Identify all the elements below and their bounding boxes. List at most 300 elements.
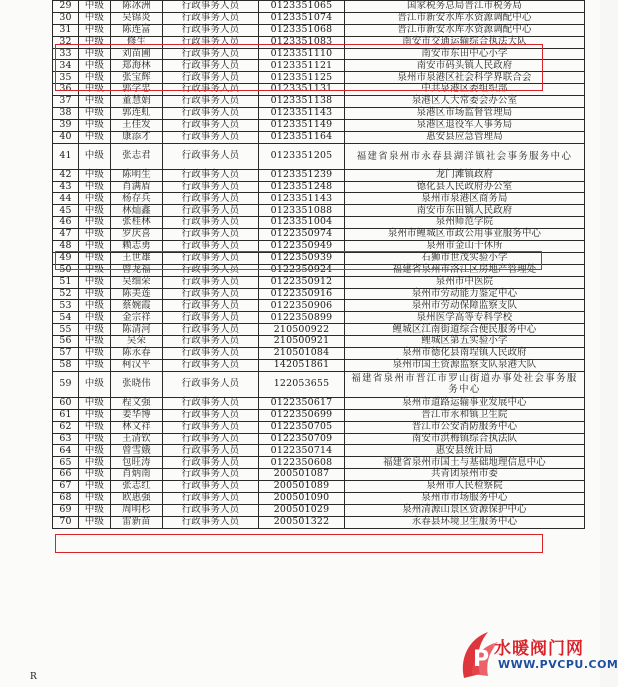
cell-no: 36 (53, 84, 79, 96)
cell-unit: 泉州市中医院 (345, 276, 585, 288)
cell-name: 吴细荣 (111, 276, 163, 288)
cell-unit: 福建省泉州市洛江区房地产管理处 (345, 264, 585, 276)
cell-level: 中级 (79, 469, 111, 481)
cell-no: 53 (53, 300, 79, 312)
cell-name: 赖志勇 (111, 241, 163, 253)
table-body (53, 1, 585, 529)
cell-name: 金宗祥 (111, 312, 163, 324)
cell-code: 0123351143 (259, 193, 345, 205)
cell-level: 中级 (79, 1, 111, 13)
cell-no: 46 (53, 217, 79, 229)
cell-unit: 南安市东田镇人民政府 (345, 205, 585, 217)
cell-unit: 泉州医学高等专科学校 (345, 312, 585, 324)
table-row (53, 205, 585, 217)
cell-level: 中级 (79, 421, 111, 433)
cell-position: 行政事务人员 (163, 131, 259, 143)
cell-name: 王世雄 (111, 252, 163, 264)
cell-level: 中级 (79, 348, 111, 360)
cell-position: 行政事务人员 (163, 1, 259, 13)
cell-code: 122053655 (259, 371, 345, 397)
cell-code: 0123351125 (259, 72, 345, 84)
table-row (53, 217, 585, 229)
cell-name: 陈清河 (111, 324, 163, 336)
cell-no: 51 (53, 276, 79, 288)
cell-code: 0123351083 (259, 36, 345, 48)
cell-level: 中级 (79, 409, 111, 421)
cell-name: 欧惠强 (111, 492, 163, 504)
cell-code: 0122350899 (259, 312, 345, 324)
cell-code: 0123351088 (259, 205, 345, 217)
cell-level: 中级 (79, 217, 111, 229)
cell-no: 34 (53, 60, 79, 72)
cell-level: 中级 (79, 143, 111, 169)
cell-position: 行政事务人员 (163, 72, 259, 84)
cell-unit: 德化县人民政府办公室 (345, 181, 585, 193)
cell-no: 55 (53, 324, 79, 336)
cell-level: 中级 (79, 516, 111, 528)
cell-code: 0123351004 (259, 217, 345, 229)
cell-code: 0122350608 (259, 457, 345, 469)
cell-code: 0122350699 (259, 409, 345, 421)
cell-unit: 泉州市鲤城区市政公用事业服务中心 (345, 229, 585, 241)
table-row (53, 84, 585, 96)
cell-unit: 南安市交通运输综合执法大队 (345, 36, 585, 48)
cell-code: 0122350906 (259, 300, 345, 312)
cell-level: 中级 (79, 169, 111, 181)
cell-code: 142051861 (259, 359, 345, 371)
table-row (53, 324, 585, 336)
cell-level: 中级 (79, 36, 111, 48)
cell-position: 行政事务人员 (163, 397, 259, 409)
cell-name: 肖满盾 (111, 181, 163, 193)
highlight-box-row-63 (55, 534, 543, 553)
cell-code: 0123351068 (259, 24, 345, 36)
cell-no: 69 (53, 504, 79, 516)
cell-level: 中级 (79, 324, 111, 336)
cell-code: 0122350912 (259, 276, 345, 288)
cell-no: 38 (53, 108, 79, 120)
cell-unit: 泉州市市场服务中心 (345, 492, 585, 504)
cell-no: 70 (53, 516, 79, 528)
cell-level: 中级 (79, 264, 111, 276)
cell-position: 行政事务人员 (163, 181, 259, 193)
cell-position: 行政事务人员 (163, 336, 259, 348)
cell-position: 行政事务人员 (163, 300, 259, 312)
cell-unit: 晋江市永和镇卫生院 (345, 409, 585, 421)
cell-name: 修生 (111, 36, 163, 48)
cell-level: 中级 (79, 276, 111, 288)
table-row (53, 481, 585, 493)
cell-name: 张志君 (111, 143, 163, 169)
cell-name: 杨存兵 (111, 193, 163, 205)
cell-unit: 中共泉港区委组织部 (345, 84, 585, 96)
table-row (53, 143, 585, 169)
cell-position: 行政事务人员 (163, 469, 259, 481)
cell-unit: 泉州市金山干休所 (345, 241, 585, 253)
cell-code: 0123351248 (259, 181, 345, 193)
cell-no: 42 (53, 169, 79, 181)
cell-position: 行政事务人员 (163, 312, 259, 324)
cell-position: 行政事务人员 (163, 96, 259, 108)
cell-position: 行政事务人员 (163, 119, 259, 131)
table-row (53, 72, 585, 84)
page-mark: R (30, 672, 37, 682)
watermark-title: 水暖阀门网 (494, 639, 584, 659)
cell-unit: 惠安县应急管理局 (345, 131, 585, 143)
table-row (53, 433, 585, 445)
cell-level: 中级 (79, 60, 111, 72)
watermark-url: WWW.PVCPU.COM (498, 658, 618, 671)
cell-unit: 泉州清源山景区资源保护中心 (345, 504, 585, 516)
cell-position: 行政事务人员 (163, 457, 259, 469)
cell-name: 张晓伟 (111, 371, 163, 397)
table-row (53, 24, 585, 36)
cell-name: 曾龙福 (111, 264, 163, 276)
cell-unit: 泉州市人民检察院 (345, 481, 585, 493)
cell-name: 林灿鑫 (111, 205, 163, 217)
cell-no: 62 (53, 421, 79, 433)
cell-no: 60 (53, 397, 79, 409)
cell-unit: 龙门滩镇政府 (345, 169, 585, 181)
table-row (53, 131, 585, 143)
cell-position: 行政事务人员 (163, 84, 259, 96)
cell-code: 0122350939 (259, 252, 345, 264)
cell-no: 40 (53, 131, 79, 143)
cell-level: 中级 (79, 193, 111, 205)
cell-name: 包旺涛 (111, 457, 163, 469)
cell-name: 郭学忠 (111, 84, 163, 96)
cell-no: 57 (53, 348, 79, 360)
cell-code: 0123351143 (259, 108, 345, 120)
cell-level: 中级 (79, 252, 111, 264)
cell-no: 45 (53, 205, 79, 217)
cell-position: 行政事务人员 (163, 36, 259, 48)
cell-no: 31 (53, 24, 79, 36)
cell-no: 52 (53, 288, 79, 300)
cell-unit: 泉州市国土资源监察支队泉港大队 (345, 359, 585, 371)
cell-code: 0123351149 (259, 119, 345, 131)
cell-level: 中级 (79, 457, 111, 469)
cell-position: 行政事务人员 (163, 193, 259, 205)
cell-code: 210500922 (259, 324, 345, 336)
cell-level: 中级 (79, 181, 111, 193)
table-row (53, 12, 585, 24)
cell-name: 程文强 (111, 397, 163, 409)
cell-position: 行政事务人员 (163, 421, 259, 433)
table-row (53, 193, 585, 205)
cell-level: 中级 (79, 397, 111, 409)
cell-code: 0122350714 (259, 445, 345, 457)
cell-name: 柯汉平 (111, 359, 163, 371)
cell-no: 58 (53, 359, 79, 371)
table-row (53, 516, 585, 528)
cell-level: 中级 (79, 108, 111, 120)
table-row (53, 409, 585, 421)
cell-name: 张宝辉 (111, 72, 163, 84)
cell-no: 48 (53, 241, 79, 253)
cell-level: 中级 (79, 205, 111, 217)
cell-name: 吴锦炎 (111, 12, 163, 24)
table-row (53, 169, 585, 181)
cell-name: 康添才 (111, 131, 163, 143)
cell-position: 行政事务人员 (163, 205, 259, 217)
cell-name: 姜华博 (111, 409, 163, 421)
cell-unit: 泉港区退役军人事务局 (345, 119, 585, 131)
table-row (53, 229, 585, 241)
table-row (53, 60, 585, 72)
cell-no: 66 (53, 469, 79, 481)
table-row (53, 181, 585, 193)
table-row (53, 348, 585, 360)
table-row (53, 264, 585, 276)
watermark-logo-letter: P (473, 647, 490, 672)
cell-code: 0122350974 (259, 229, 345, 241)
cell-unit: 晋江市新安水库水资源调配中心 (345, 24, 585, 36)
cell-position: 行政事务人员 (163, 169, 259, 181)
table-row (53, 359, 585, 371)
cell-position: 行政事务人员 (163, 276, 259, 288)
cell-unit: 南安市码头镇人民政府 (345, 60, 585, 72)
cell-no: 50 (53, 264, 79, 276)
cell-code: 0122350949 (259, 241, 345, 253)
table-row (53, 397, 585, 409)
cell-position: 行政事务人员 (163, 24, 259, 36)
cell-name: 陈连富 (111, 24, 163, 36)
cell-unit: 石狮市世茂实验小学 (345, 252, 585, 264)
cell-name: 雷新苗 (111, 516, 163, 528)
table-row (53, 276, 585, 288)
cell-position: 行政事务人员 (163, 60, 259, 72)
table-row (53, 445, 585, 457)
cell-unit: 泉港区市场监督管理局 (345, 108, 585, 120)
table-row (53, 1, 585, 13)
cell-level: 中级 (79, 119, 111, 131)
cell-code: 0122350924 (259, 264, 345, 276)
cell-code: 200501089 (259, 481, 345, 493)
cell-name: 陈明生 (111, 169, 163, 181)
cell-unit: 泉州师范学院 (345, 217, 585, 229)
cell-unit: 福建省泉州市永春县湖洋镇社会事务服务中心 (345, 143, 585, 169)
cell-level: 中级 (79, 84, 111, 96)
table-row (53, 288, 585, 300)
cell-code: 0123351205 (259, 143, 345, 169)
cell-position: 行政事务人员 (163, 492, 259, 504)
cell-name: 吴荣 (111, 336, 163, 348)
cell-code: 0122350617 (259, 397, 345, 409)
cell-no: 32 (53, 36, 79, 48)
cell-no: 59 (53, 371, 79, 397)
cell-no: 43 (53, 181, 79, 193)
cell-unit: 晋江市公安消防服务中心 (345, 421, 585, 433)
cell-no: 29 (53, 1, 79, 13)
cell-position: 行政事务人员 (163, 241, 259, 253)
cell-code: 0122350709 (259, 433, 345, 445)
cell-name: 陈永春 (111, 348, 163, 360)
cell-level: 中级 (79, 504, 111, 516)
cell-level: 中级 (79, 371, 111, 397)
cell-unit: 南安市洪梅镇综合执法队 (345, 433, 585, 445)
cell-position: 行政事务人员 (163, 348, 259, 360)
cell-no: 33 (53, 48, 79, 60)
table-row (53, 252, 585, 264)
cell-position: 行政事务人员 (163, 108, 259, 120)
cell-unit: 泉州市道路运输事业发展中心 (345, 397, 585, 409)
cell-no: 67 (53, 481, 79, 493)
cell-position: 行政事务人员 (163, 217, 259, 229)
table-row (53, 48, 585, 60)
cell-unit: 鲤城区江南街道综合便民服务中心 (345, 324, 585, 336)
cell-name: 王清钦 (111, 433, 163, 445)
cell-code: 200501322 (259, 516, 345, 528)
cell-no: 39 (53, 119, 79, 131)
cell-level: 中级 (79, 481, 111, 493)
cell-position: 行政事务人员 (163, 143, 259, 169)
table-row (53, 300, 585, 312)
cell-level: 中级 (79, 24, 111, 36)
cell-no: 35 (53, 72, 79, 84)
cell-level: 中级 (79, 229, 111, 241)
cell-no: 47 (53, 229, 79, 241)
cell-position: 行政事务人员 (163, 371, 259, 397)
cell-unit: 泉州市泉港区社会科学界联合会 (345, 72, 585, 84)
cell-level: 中级 (79, 72, 111, 84)
cell-code: 210501084 (259, 348, 345, 360)
cell-unit: 泉州市德化县南埕镇人民政府 (345, 348, 585, 360)
cell-name: 肖炳南 (111, 469, 163, 481)
cell-position: 行政事务人员 (163, 445, 259, 457)
cell-name: 郑海林 (111, 60, 163, 72)
cell-no: 61 (53, 409, 79, 421)
cell-level: 中级 (79, 12, 111, 24)
table-row (53, 119, 585, 131)
cell-code: 0122350705 (259, 421, 345, 433)
cell-code: 210500921 (259, 336, 345, 348)
cell-code: 0123351131 (259, 84, 345, 96)
cell-position: 行政事务人员 (163, 409, 259, 421)
cell-level: 中级 (79, 241, 111, 253)
cell-level: 中级 (79, 288, 111, 300)
cell-unit: 晋江市新安水库水资源调配中心 (345, 12, 585, 24)
cell-code: 200501029 (259, 504, 345, 516)
cell-unit: 泉州市泉港区商务局 (345, 193, 585, 205)
cell-position: 行政事务人员 (163, 252, 259, 264)
watermark (458, 624, 618, 687)
cell-position: 行政事务人员 (163, 481, 259, 493)
cell-unit: 惠安县统计局 (345, 445, 585, 457)
cell-position: 行政事务人员 (163, 288, 259, 300)
cell-position: 行政事务人员 (163, 48, 259, 60)
cell-no: 65 (53, 457, 79, 469)
cell-code: 0123351138 (259, 96, 345, 108)
cell-level: 中级 (79, 433, 111, 445)
cell-level: 中级 (79, 48, 111, 60)
cell-unit: 泉州市劳动保障监察支队 (345, 300, 585, 312)
cell-position: 行政事务人员 (163, 504, 259, 516)
cell-name: 王佳发 (111, 119, 163, 131)
cell-name: 林文祥 (111, 421, 163, 433)
cell-position: 行政事务人员 (163, 12, 259, 24)
cell-code: 0123351239 (259, 169, 345, 181)
cell-no: 44 (53, 193, 79, 205)
cell-name: 郭连虹 (111, 108, 163, 120)
table-row (53, 371, 585, 397)
cell-unit: 鲤城区第五实验小学 (345, 336, 585, 348)
cell-no: 63 (53, 433, 79, 445)
cell-unit: 福建省泉州市晋江市罗山街道办事处社会事务服务中心 (345, 371, 585, 397)
cell-name: 曾雪娥 (111, 445, 163, 457)
cell-no: 68 (53, 492, 79, 504)
cell-unit: 福建省泉州市国土与基础地理信息中心 (345, 457, 585, 469)
cell-unit: 泉港区人大常委会办公室 (345, 96, 585, 108)
cell-code: 0123351121 (259, 60, 345, 72)
cell-name: 周明杉 (111, 504, 163, 516)
cell-position: 行政事务人员 (163, 229, 259, 241)
cell-level: 中级 (79, 96, 111, 108)
table-row (53, 469, 585, 481)
cell-code: 0123351110 (259, 48, 345, 60)
cell-code: 200501087 (259, 469, 345, 481)
cell-code: 0122350916 (259, 288, 345, 300)
personnel-table (52, 0, 585, 529)
table-row (53, 96, 585, 108)
cell-unit: 共青团泉州市委 (345, 469, 585, 481)
table-row (53, 336, 585, 348)
table-row (53, 492, 585, 504)
cell-name: 罗庆喜 (111, 229, 163, 241)
cell-level: 中级 (79, 312, 111, 324)
cell-position: 行政事务人员 (163, 433, 259, 445)
cell-position: 行政事务人员 (163, 516, 259, 528)
cell-no: 56 (53, 336, 79, 348)
cell-name: 董慧娟 (111, 96, 163, 108)
cell-name: 张志红 (111, 481, 163, 493)
table-row (53, 312, 585, 324)
cell-code: 0123351074 (259, 12, 345, 24)
cell-no: 37 (53, 96, 79, 108)
cell-level: 中级 (79, 300, 111, 312)
cell-no: 49 (53, 252, 79, 264)
cell-level: 中级 (79, 336, 111, 348)
cell-position: 行政事务人员 (163, 264, 259, 276)
cell-code: 200501090 (259, 492, 345, 504)
cell-no: 41 (53, 143, 79, 169)
cell-no: 54 (53, 312, 79, 324)
cell-unit: 泉州市劳动能力鉴定中心 (345, 288, 585, 300)
cell-name: 蔡婉霞 (111, 300, 163, 312)
cell-code: 0123351065 (259, 1, 345, 13)
cell-name: 刘苗圃 (111, 48, 163, 60)
cell-level: 中级 (79, 445, 111, 457)
cell-code: 0123351164 (259, 131, 345, 143)
cell-level: 中级 (79, 492, 111, 504)
cell-unit: 国家税务总局晋江市税务局 (345, 1, 585, 13)
cell-level: 中级 (79, 359, 111, 371)
table-row (53, 504, 585, 516)
cell-name: 张桂林 (111, 217, 163, 229)
cell-name: 陈冰洲 (111, 1, 163, 13)
cell-unit: 南安市东田中心小学 (345, 48, 585, 60)
cell-name: 陈美莲 (111, 288, 163, 300)
cell-level: 中级 (79, 131, 111, 143)
cell-position: 行政事务人员 (163, 324, 259, 336)
cell-no: 64 (53, 445, 79, 457)
table-row (53, 241, 585, 253)
table-row (53, 36, 585, 48)
cell-position: 行政事务人员 (163, 359, 259, 371)
table-row (53, 108, 585, 120)
table-row (53, 457, 585, 469)
table-row (53, 421, 585, 433)
